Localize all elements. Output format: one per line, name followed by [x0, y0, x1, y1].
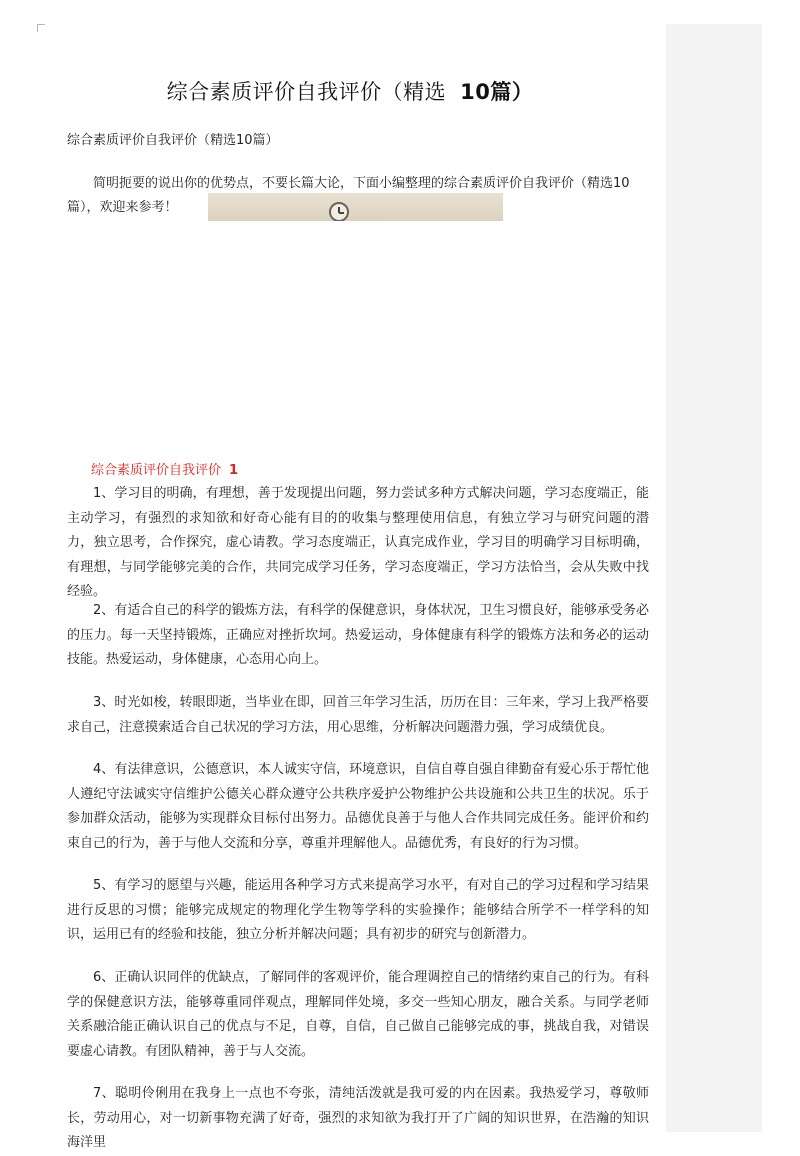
document-title-text: 综合素质评价自我评价（精选	[166, 80, 447, 104]
document-subtitle: 综合素质评价自我评价（精选10篇）	[67, 133, 279, 148]
paragraph-1: 1、学习目的明确，有理想，善于发现提出问题，努力尝试多种方式解决问题，学习态度端正，能主动学习，有强烈的求知欲和好奇心能有目的的收集与整理使用信息，有独立学习与研究问题的潜力，独立思考，合作探究，虚心请教。学习态度端正，认真完成作业，学习目的明确学习目标明确，有理想，与同学能够完美的合作，共同完成学习任务，学习态度端正，学习方法恰当，会从失败中找经验。	[67, 486, 649, 599]
right-margin-panel	[666, 24, 762, 1132]
paragraph-5: 5、有学习的愿望与兴趣，能运用各种学习方式来提高学习水平，有对自己的学习过程和学习结果进行反思的习惯；能够完成规定的物理化学生物等学科的实验操作；能够结合所学不一样学科的知识，运用已有的经验和技能，独立分析并解决问题；具有初步的研究与创新潜力。	[67, 878, 649, 942]
section-heading-number: 1	[229, 463, 239, 478]
section-heading-text: 综合素质评价自我评价	[91, 463, 222, 478]
paragraph-3: 3、时光如梭，转眼即逝，当毕业在即，回首三年学习生活，历历在目：三年来，学习上我严格要求自己，注意摸索适合自己状况的学习方法，用心思维，分析解决问题潜力强，学习成绩优良。	[67, 695, 649, 735]
section-heading	[91, 459, 238, 478]
paragraph-2: 2、有适合自己的科学的锻炼方法，有科学的保健意识，身体状况，卫生习惯良好，能够承受务必的压力。每一天坚持锻炼，正确应对挫折坎坷。热爱运动，身体健康有科学的锻炼方法和务必的运动技能。热爱运动，身体健康，心态用心向上。	[67, 603, 649, 667]
document-title-number: 10篇）	[460, 80, 534, 104]
intro-paragraph: 简明扼要的说出你的优势点，不要长篇大论，下面小编整理的综合素质评价自我评价（精选10篇），欢迎来参考！	[67, 176, 630, 215]
paragraph-7: 7、聪明伶俐用在我身上一点也不夸张，清纯活泼就是我可爱的内在因素。我热爱学习，尊敬师长，劳动用心，对一切新事物充满了好奇，强烈的求知欲为我打开了广阔的知识世界，在浩瀚的知识海洋里	[67, 1086, 649, 1150]
paragraph-6: 6、正确认识同伴的优缺点，了解同伴的客观评价，能合理调控自己的情绪约束自己的行为。有科学的保健意识方法，能够尊重同伴观点，理解同伴处境，多交一些知心朋友，融合关系。与同学老师关系融洽能正确认识自己的优点与不足，自尊，自信，自己做自己能够完成的事，挑战自我，对错误要虚心请教。有团队精神，善于与人交流。	[67, 970, 649, 1059]
paragraph-4: 4、有法律意识，公德意识，本人诚实守信，环境意识，自信自尊自强自律勤奋有爱心乐于帮忙他人遵纪守法诚实守信维护公德关心群众遵守公共秩序爱护公物维护公共设施和公共卫生的状况。乐于参加群众活动，能够为实现群众目标付出努力。品德优良善于与他人合作共同完成任务。能评价和约束自己的行为，善于与他人交流和分享，尊重并理解他人。品德优秀，有良好的行为习惯。	[67, 762, 649, 851]
wall-clock-icon	[329, 202, 349, 221]
document-title	[0, 76, 700, 106]
embedded-photo	[208, 193, 503, 221]
page-corner-mark	[37, 24, 45, 32]
